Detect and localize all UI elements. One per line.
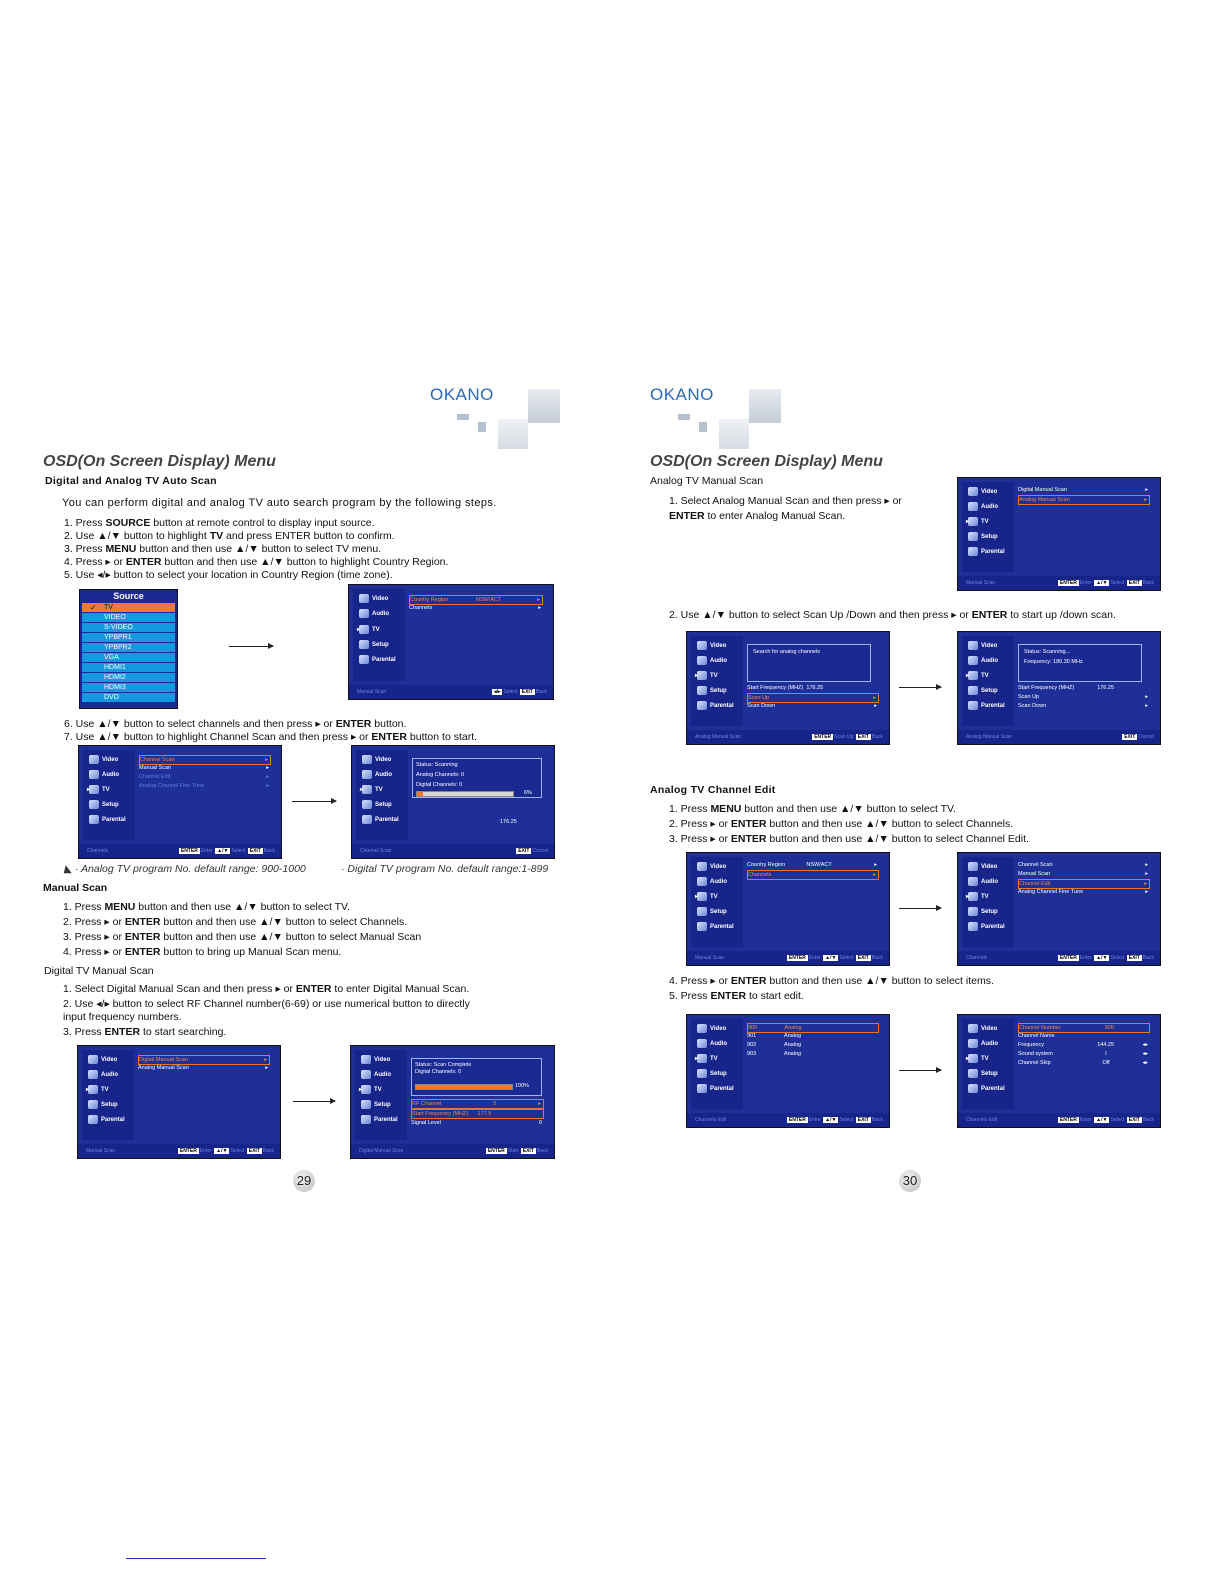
step-item: 7. Use ▲/▼ button to highlight Channel Scan and then press ▸ or ENTER button to start. <box>64 731 478 743</box>
note-analog: ◣ · Analog TV program No. default range: 900-1000 <box>64 863 306 875</box>
parental-icon <box>697 922 707 931</box>
step-item: 1. Press MENU button and then use ▲/▼ button to select TV. <box>669 803 956 815</box>
video-icon <box>361 1055 371 1064</box>
dtv-steps-list <box>63 983 470 1039</box>
osd-row-channel: 900 Analog <box>747 1023 879 1033</box>
video-icon <box>359 594 369 603</box>
osd-side-setup: Setup <box>968 906 998 918</box>
pointer-icon: ◣ · <box>64 863 82 875</box>
step-item: 5. Use ◂/▸ button to select your location in Country Region (time zone). <box>64 569 393 581</box>
video-icon <box>968 487 978 496</box>
footer-rule <box>126 1558 266 1559</box>
page-title-right: OSD(On Screen Display) Menu <box>650 453 883 470</box>
source-item[interactable]: VGA <box>82 653 175 662</box>
osd-bottom-bar: Manual Scan ENTER Enter ▲/▼ Select EXIT Back <box>78 1144 280 1158</box>
source-item[interactable]: HDMI1 <box>82 663 175 672</box>
osd-row-channel-edit: Channel Edit ▸ <box>139 774 269 780</box>
setup-icon <box>362 800 372 809</box>
osd-row-start-frequency: Start Frequency (MHZ) 176.25 <box>1018 685 1115 691</box>
osd-screen-channel-scan <box>351 745 555 859</box>
parental-icon <box>968 701 978 710</box>
status-text: Status: Scanning <box>416 762 458 768</box>
osd-side-video: Video <box>968 861 997 873</box>
edit-steps-list <box>669 803 1029 846</box>
tv-icon <box>697 892 707 901</box>
parental-icon <box>359 655 369 664</box>
parental-icon <box>697 701 707 710</box>
step-item: 4. Press ▸ or ENTER button and then use ▲/▼ button to select items. <box>669 975 994 987</box>
arrow-icon <box>899 1070 941 1071</box>
setup-icon <box>968 686 978 695</box>
decor-square <box>719 419 749 449</box>
source-item-tv[interactable]: ✓ TV <box>82 603 175 612</box>
osd-screen-manual-scan <box>77 1045 281 1159</box>
video-icon <box>968 1024 978 1033</box>
osd-row-digital-manual: Digital Manual Scan ▸ <box>1018 487 1148 493</box>
osd-screen-tv-menu <box>686 852 890 966</box>
tv-icon <box>89 785 99 794</box>
video-icon <box>697 641 707 650</box>
osd-row-channel-scan: Channel Scan ▸ <box>139 755 271 765</box>
pointer-icon: ▸ <box>357 627 361 633</box>
osd-side-tv: ▸ TV <box>968 1053 989 1065</box>
audio-icon <box>359 609 369 618</box>
progress-percent: 6% <box>524 790 532 796</box>
osd-row-analog-manual: Analog Manual Scan ▸ <box>138 1065 268 1071</box>
setup-icon <box>968 532 978 541</box>
video-icon <box>968 862 978 871</box>
osd-bottom-bar: Channel Scan EXIT Cancel <box>352 844 554 858</box>
osd-screen-analog-scanning <box>957 631 1161 745</box>
osd-side-parental: Parental <box>968 1083 1005 1095</box>
arrow-icon <box>229 646 273 647</box>
osd-side-audio: Audio <box>362 769 392 781</box>
osd-side-audio: Audio <box>361 1069 391 1081</box>
pointer-icon: ▸ <box>695 1056 699 1062</box>
audio-icon <box>968 656 978 665</box>
tv-icon <box>697 1054 707 1063</box>
section-heading-auto-scan: Digital and Analog TV Auto Scan <box>45 475 217 487</box>
osd-side-video: Video <box>362 754 391 766</box>
osd-screen-country-region <box>348 584 554 700</box>
status-text: Status: Scan Complete <box>415 1062 472 1068</box>
source-item[interactable]: VIDEO <box>82 613 175 622</box>
osd-screen-analog-manual-scan <box>686 631 890 745</box>
step-item: 2. Press ▸ or ENTER button and then use ▲/▼ button to select Channels. <box>669 818 1014 830</box>
osd-side-parental: Parental <box>697 1083 734 1095</box>
note-digital: · Digital TV program No. default range:1-899 <box>341 863 549 875</box>
osd-bottom-bar: Channels Edit ENTER Enter ▲/▼ Select EXIT Back <box>958 1113 1160 1127</box>
osd-row-scan-up: Scan Up ▸ <box>1018 694 1148 700</box>
video-icon <box>89 755 99 764</box>
osd-sidebar <box>355 1050 407 1140</box>
step-item: ENTER to enter Analog Manual Scan. <box>669 510 846 522</box>
page-number-left: 29 <box>293 1170 315 1192</box>
frequency-text: Frequency: 180.30 MHz <box>1024 659 1083 665</box>
osd-side-tv: ▸ TV <box>968 670 989 682</box>
osd-bottom-bar: Analog Manual Scan EXIT Cancel <box>958 730 1160 744</box>
pointer-icon: ▸ <box>359 1087 363 1093</box>
osd-sidebar <box>82 1050 134 1140</box>
analog-channels-count: Analog Channels: 0 <box>416 772 465 778</box>
audio-icon <box>89 770 99 779</box>
osd-side-parental: Parental <box>968 921 1005 933</box>
scan-progress-bar <box>415 1084 513 1090</box>
step-item: 2. Use ▲/▼ button to highlight TV and press ENTER button to confirm. <box>64 530 395 542</box>
setup-icon <box>88 1100 98 1109</box>
osd-side-video: Video <box>968 486 997 498</box>
source-item[interactable]: HDMI3 <box>82 683 175 692</box>
osd-bottom-bar: Manual Scan ENTER Enter ▲/▼ Select EXIT Back <box>687 951 889 965</box>
audio-icon <box>968 877 978 886</box>
osd-side-video: Video <box>89 754 118 766</box>
decor-square <box>478 422 486 432</box>
osd-side-setup: Setup <box>89 799 119 811</box>
osd-sidebar <box>356 750 408 840</box>
osd-side-parental: Parental <box>88 1114 125 1126</box>
osd-side-parental: Parental <box>968 546 1005 558</box>
osd-screen-channels-menu <box>78 745 282 859</box>
osd-row-analog-manual: Analog Manual Scan ▸ <box>1018 495 1150 505</box>
steps-list-b <box>64 718 477 744</box>
osd-row-manual-scan: Manual Scan ▸ <box>139 765 269 771</box>
steps-list-a <box>64 517 448 582</box>
osd-side-tv: ▸ TV <box>89 784 110 796</box>
osd-row-start-frequency: Start Frequency (MHZ) 176.25 <box>747 685 824 691</box>
osd-sidebar <box>83 750 135 840</box>
setup-icon <box>968 1069 978 1078</box>
scan-progress-fill <box>417 792 423 796</box>
tv-icon <box>968 1054 978 1063</box>
osd-row-channels: Channels ▸ <box>747 870 879 880</box>
audio-icon <box>88 1070 98 1079</box>
osd-bottom-bar: Manual Scan ◂/▸ Select EXIT Back <box>349 685 553 699</box>
osd-side-setup: Setup <box>968 685 998 697</box>
setup-icon <box>89 800 99 809</box>
osd-side-tv: ▸ TV <box>88 1084 109 1096</box>
step-item: 1. Select Analog Manual Scan and then press ▸ or <box>669 495 902 507</box>
source-menu-title: Source <box>80 590 177 602</box>
pointer-icon: ▸ <box>695 894 699 900</box>
osd-side-tv: ▸ TV <box>697 891 718 903</box>
tv-icon <box>362 785 372 794</box>
step-item: 1. Select Digital Manual Scan and then press ▸ or ENTER to enter Digital Manual Scan. <box>63 983 470 995</box>
osd-screen-analog-manual-select <box>957 477 1161 591</box>
osd-side-parental: Parental <box>697 921 734 933</box>
pointer-icon: ▸ <box>87 787 91 793</box>
arrow-icon <box>899 687 941 688</box>
osd-side-tv: ▸ TV <box>361 1084 382 1096</box>
setup-icon <box>361 1100 371 1109</box>
osd-bottom-bar: Channels Edit ENTER Enter ▲/▼ Select EXIT Back <box>687 1113 889 1127</box>
osd-row-country-region: Country Region NSW/ACT ▸ <box>409 595 543 605</box>
osd-side-video: Video <box>697 1023 726 1035</box>
osd-side-parental: Parental <box>968 700 1005 712</box>
osd-side-setup: Setup <box>361 1099 391 1111</box>
parental-icon <box>968 547 978 556</box>
osd-side-video: Video <box>697 640 726 652</box>
osd-side-video: Video <box>968 640 997 652</box>
osd-side-setup: Setup <box>968 531 998 543</box>
osd-row-scan-down: Scan Down ▸ <box>1018 703 1148 709</box>
setup-icon <box>697 1069 707 1078</box>
step-item: 4. Press ▸ or ENTER button to bring up Manual Scan menu. <box>63 946 342 958</box>
parental-icon <box>968 922 978 931</box>
source-item[interactable]: S-VIDEO <box>82 623 175 632</box>
audio-icon <box>968 502 978 511</box>
section-heading-atv-manual: Analog TV Manual Scan <box>650 475 764 487</box>
osd-sidebar <box>353 589 405 681</box>
setup-icon <box>968 907 978 916</box>
osd-side-audio: Audio <box>88 1069 118 1081</box>
osd-row-manual-scan: Manual Scan ▸ <box>1018 871 1148 877</box>
source-item[interactable]: HDMI2 <box>82 673 175 682</box>
parental-icon <box>697 1084 707 1093</box>
osd-side-video: Video <box>88 1054 117 1066</box>
video-icon <box>968 641 978 650</box>
osd-side-tv: ▸ TV <box>697 1053 718 1065</box>
atv-step-1 <box>669 495 902 523</box>
osd-side-setup: Setup <box>697 1068 727 1080</box>
parental-icon <box>88 1115 98 1124</box>
scan-progress-bar <box>416 791 514 797</box>
osd-row-digital-manual: Digital Manual Scan ▸ <box>138 1055 270 1065</box>
pointer-icon: ▸ <box>360 787 364 793</box>
brand-logo-left: OKANO <box>430 385 494 404</box>
audio-icon <box>697 1039 707 1048</box>
tv-icon <box>968 517 978 526</box>
source-item[interactable]: YPBPR2 <box>82 643 175 652</box>
osd-row-channel: 901 Analog <box>747 1033 802 1039</box>
audio-icon <box>362 770 372 779</box>
osd-side-setup: Setup <box>697 685 727 697</box>
step-item: 4. Press ▸ or ENTER button and then use ▲/▼ button to highlight Country Region. <box>64 556 449 568</box>
osd-row-frequency: Frequency 144.25 ◂▸ <box>1018 1042 1148 1048</box>
audio-icon <box>361 1070 371 1079</box>
brand-logo-right: OKANO <box>650 385 714 404</box>
osd-bottom-bar: Channels ENTER Enter ▲/▼ Select EXIT Back <box>958 951 1160 965</box>
decor-square <box>749 389 781 423</box>
arrow-icon <box>899 908 941 909</box>
osd-screen-digital-manual-scan <box>350 1045 555 1159</box>
section-heading-channel-edit: Analog TV Channel Edit <box>650 784 776 796</box>
frequency-value: 176.25 <box>500 819 517 825</box>
step-item: 3. Press MENU button and then use ▲/▼ button to select TV menu. <box>64 543 382 555</box>
osd-side-setup: Setup <box>362 799 392 811</box>
status-text: Status: Scanning... <box>1024 649 1071 655</box>
decor-square <box>528 389 560 423</box>
setup-icon <box>359 640 369 649</box>
osd-side-audio: Audio <box>697 1038 727 1050</box>
step-item: 2. Press ▸ or ENTER button and then use ▲/▼ button to select Channels. <box>63 916 408 928</box>
tv-icon <box>88 1085 98 1094</box>
intro-text: You can perform digital and analog TV auto search program by the following steps. <box>62 497 497 509</box>
step-item: 2. Use ◂/▸ button to select RF Channel number(6-69) or use numerical button to directly <box>63 998 470 1010</box>
search-text: Search for analog channels <box>753 649 820 655</box>
osd-side-audio: Audio <box>968 501 998 513</box>
osd-side-setup: Setup <box>359 639 389 651</box>
audio-icon <box>697 656 707 665</box>
osd-row-channel-skip: Channel Skip Off ◂▸ <box>1018 1060 1148 1066</box>
pointer-icon: ▸ <box>86 1087 90 1093</box>
step-item: 3. Press ▸ or ENTER button and then use ▲/▼ button to select Manual Scan <box>63 931 422 943</box>
pointer-icon: ▸ <box>695 673 699 679</box>
video-icon <box>362 755 372 764</box>
osd-sidebar <box>691 636 743 726</box>
decor-square <box>457 414 469 420</box>
decor-square <box>678 414 690 420</box>
video-icon <box>88 1055 98 1064</box>
osd-side-audio: Audio <box>697 876 727 888</box>
digital-channels-count: Digital Channels: 0 <box>416 782 463 788</box>
osd-row-channel-name: Channel Name <box>1018 1033 1055 1039</box>
arrow-icon <box>293 1101 335 1102</box>
step-item: 1. Press SOURCE button at remote control to display input source. <box>64 517 375 529</box>
tv-icon <box>697 671 707 680</box>
osd-side-audio: Audio <box>697 655 727 667</box>
parental-icon <box>362 815 372 824</box>
osd-screen-channels-edit-select <box>957 852 1161 966</box>
osd-side-parental: Parental <box>89 814 126 826</box>
osd-side-setup: Setup <box>88 1099 118 1111</box>
osd-side-audio: Audio <box>968 1038 998 1050</box>
osd-row-start-frequency: Start Frequency (MHZ) 177.5 <box>411 1109 544 1119</box>
osd-side-video: Video <box>697 861 726 873</box>
osd-sidebar <box>691 1019 743 1109</box>
tv-icon <box>359 625 369 634</box>
osd-sidebar <box>962 857 1014 947</box>
scan-progress-fill <box>416 1085 512 1089</box>
osd-row-channel: 903 Analog <box>747 1051 802 1057</box>
osd-row-country-region: Country Region NSW/ACT ▸ <box>747 862 877 868</box>
step-item: 3. Press ▸ or ENTER button and then use ▲/▼ button to select Channel Edit. <box>669 833 1029 845</box>
edit-steps-list-2 <box>669 975 994 1003</box>
osd-side-audio: Audio <box>968 876 998 888</box>
osd-bottom-bar: Channels ENTER Enter ▲/▼ Select EXIT Back <box>79 844 281 858</box>
atv-step-2: 2. Use ▲/▼ button to select Scan Up /Down and then press ▸ or ENTER to start up /down scan. <box>669 609 1116 621</box>
parental-icon <box>361 1115 371 1124</box>
osd-row-fine-tune: Analog Channel Fine Tune ▸ <box>1018 889 1148 895</box>
osd-side-parental: Parental <box>359 654 396 666</box>
osd-side-audio: Audio <box>968 655 998 667</box>
osd-sidebar <box>962 636 1014 726</box>
parental-icon <box>89 815 99 824</box>
osd-sidebar <box>691 857 743 947</box>
osd-bottom-bar: Manual Scan ENTER Enter ▲/▼ Select EXIT Back <box>958 576 1160 590</box>
osd-side-video: Video <box>359 593 388 605</box>
osd-side-tv: ▸ TV <box>697 670 718 682</box>
section-heading-dtv-manual: Digital TV Manual Scan <box>44 965 154 977</box>
pointer-icon: ▸ <box>966 1056 970 1062</box>
osd-row-scan-up: Scan Up ▸ <box>747 693 879 703</box>
osd-row-scan-down: Scan Down ▸ <box>747 703 877 709</box>
osd-side-parental: Parental <box>697 700 734 712</box>
osd-bottom-bar: Analog Manual Scan ENTER Scan Up EXIT Back <box>687 730 889 744</box>
page-number-right: 30 <box>899 1170 921 1192</box>
page-title-left: OSD(On Screen Display) Menu <box>43 453 276 470</box>
step-item: 1. Press MENU button and then use ▲/▼ button to select TV. <box>63 901 350 913</box>
parental-icon <box>968 1084 978 1093</box>
step-item: 3. Press ENTER to start searching. <box>63 1026 227 1038</box>
osd-side-parental: Parental <box>361 1114 398 1126</box>
osd-row-channel-number: Channel Number 900 <box>1018 1023 1150 1033</box>
step-item: input frequency numbers. <box>63 1011 182 1023</box>
osd-side-tv: ▸ TV <box>359 624 380 636</box>
source-menu <box>79 589 178 709</box>
osd-screen-channel-edit-fields <box>957 1014 1161 1128</box>
step-item: 5. Press ENTER to start edit. <box>669 990 804 1002</box>
osd-side-tv: ▸ TV <box>362 784 383 796</box>
osd-side-tv: ▸ TV <box>968 891 989 903</box>
audio-icon <box>697 877 707 886</box>
osd-side-parental: Parental <box>362 814 399 826</box>
source-item[interactable]: DVD <box>82 693 175 702</box>
tv-icon <box>968 892 978 901</box>
digital-channels-count: Digital Channels: 0 <box>415 1069 462 1075</box>
section-heading-manual-scan: Manual Scan <box>43 882 108 894</box>
osd-row-rf-channel: RF Channel 5 ▸ <box>411 1099 544 1109</box>
arrow-icon <box>292 801 336 802</box>
tv-icon <box>968 671 978 680</box>
tv-icon <box>361 1085 371 1094</box>
osd-side-setup: Setup <box>968 1068 998 1080</box>
video-icon <box>697 862 707 871</box>
osd-side-audio: Audio <box>89 769 119 781</box>
check-icon: ✓ <box>90 603 97 612</box>
osd-side-tv: ▸ TV <box>968 516 989 528</box>
source-item[interactable]: YPBPR1 <box>82 633 175 642</box>
osd-row-signal-level: Signal Level 0 <box>411 1120 542 1126</box>
pointer-icon: ▸ <box>966 519 970 525</box>
pointer-icon: ▸ <box>966 673 970 679</box>
osd-bottom-bar: Digital Manual Scan ENTER Start EXIT Back <box>351 1144 554 1158</box>
manual-steps-list <box>63 901 421 959</box>
decor-square <box>498 419 528 449</box>
progress-percent: 100% <box>515 1083 530 1089</box>
osd-row-channels: Channels ▸ <box>409 605 541 611</box>
osd-row-channel-edit: Channel Edit ▸ <box>1018 879 1150 889</box>
osd-sidebar <box>962 1019 1014 1109</box>
osd-screen-channel-edit-list <box>686 1014 890 1128</box>
setup-icon <box>697 686 707 695</box>
osd-sidebar <box>962 482 1014 572</box>
osd-row-channel-scan: Channel Scan ▸ <box>1018 862 1148 868</box>
osd-row-channel: 902 Analog <box>747 1042 802 1048</box>
setup-icon <box>697 907 707 916</box>
video-icon <box>697 1024 707 1033</box>
osd-side-audio: Audio <box>359 608 389 620</box>
audio-icon <box>968 1039 978 1048</box>
osd-side-video: Video <box>361 1054 390 1066</box>
osd-side-video: Video <box>968 1023 997 1035</box>
pointer-icon: ▸ <box>966 894 970 900</box>
osd-side-setup: Setup <box>697 906 727 918</box>
decor-square <box>699 422 707 432</box>
step-item: 6. Use ▲/▼ button to select channels and then press ▸ or ENTER button. <box>64 718 407 730</box>
osd-row-fine-tune: Analog Channel Fine Tune ▸ <box>139 783 269 789</box>
osd-row-sound-system: Sound system I ◂▸ <box>1018 1051 1148 1057</box>
